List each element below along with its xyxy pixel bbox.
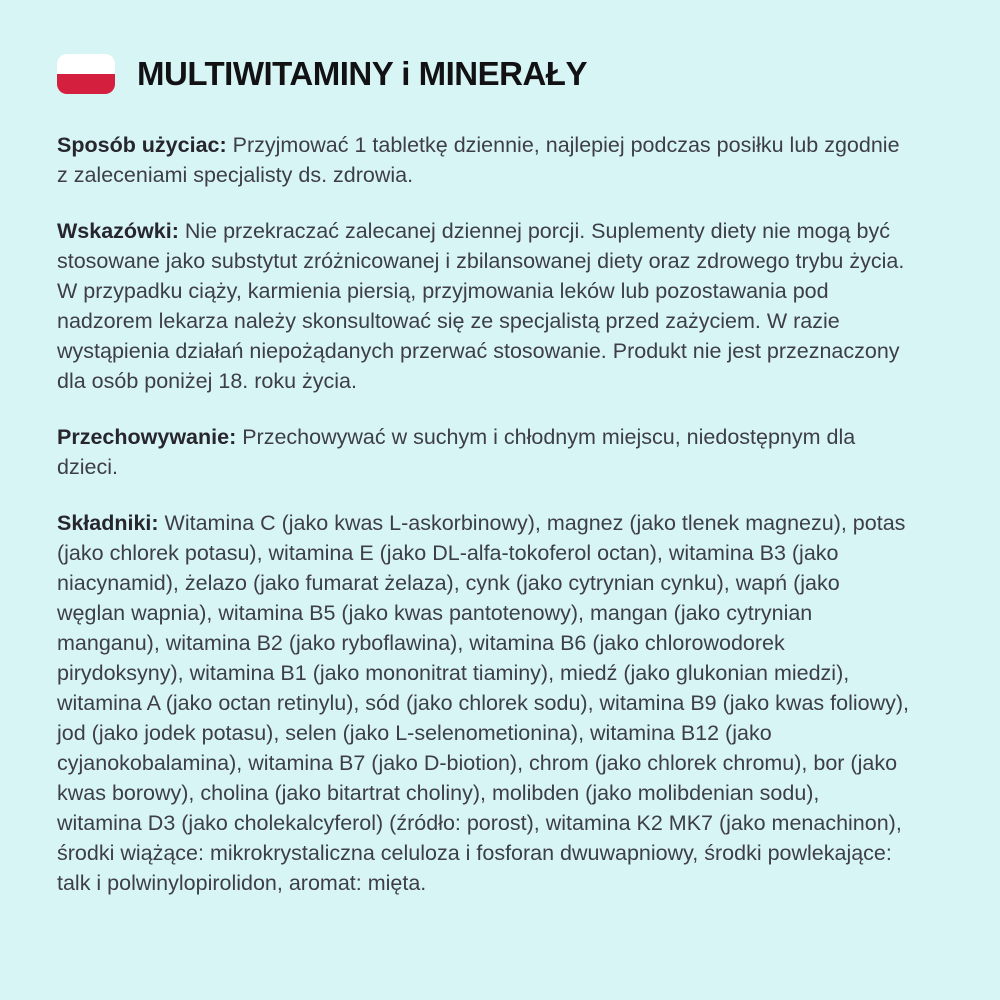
section-tips-text: Nie przekraczać zalecanej dziennej porcji. Suplementy diety nie mogą być stosowane jako substytut zróżnicowanej i zbilansowanej diety oraz zdrowego trybu życia. W przypadku ciąży, karmienia piersią, przyjmowania leków lub pozostawania pod nadzorem lekarza należy skonsultować się ze specjalistą przed zażyciem. W razie wystąpienia działań niepożądanych przerwać stosowanie. Produkt nie jest przeznaczony dla osób poniżej 18. roku życia. <box>57 219 905 393</box>
section-storage-text: Przechowywać w suchym i chłodnym miejscu, niedostępnym dla dzieci. <box>57 425 856 479</box>
section-ingredients <box>57 508 909 898</box>
label-body <box>57 130 909 898</box>
section-usage-text: Przyjmować 1 tabletkę dziennie, najlepiej podczas posiłku lub zgodnie z zaleceniami specjalisty ds. zdrowia. <box>57 133 900 187</box>
section-usage-label: Sposób użyciac: <box>57 133 227 157</box>
section-ingredients-label: Składniki: <box>57 511 159 535</box>
section-tips <box>57 216 909 396</box>
section-storage <box>57 422 909 482</box>
section-ingredients-text: Witamina C (jako kwas L-askorbinowy), magnez (jako tlenek magnezu), potas (jako chlorek potasu), witamina E (jako DL-alfa-tokoferol octan), witamina B3 (jako niacynamid), żelazo (jako fumarat żelaza), cynk (jako cytrynian cynku), wapń (jako węglan wapnia), witamina B5 (jako kwas pantotenowy), mangan (jako cytrynian manganu), witamina B2 (jako ryboflawina), witamina B6 (jako chlorowodorek pirydoksyny), witamina B1 (jako mononitrat tiaminy), miedź (jako glukonian miedzi), witamina A (jako octan retinylu), sód (jako chlorek sodu), witamina B9 (jako kwas foliowy), jod (jako jodek potasu), selen (jako L-selenometionina), witamina B12 (jako cyjanokobalamina), witamina B7 (jako D-biotion), chrom (jako chlorek chromu), bor (jako kwas borowy), cholina (jako bitartrat choliny), molibden (jako molibdenian sodu), witamina D3 (jako cholekalcyferol) (źródło: porost), witamina K2 MK7 (jako menachinon), środki wiążące: mikrokrystaliczna celuloza i fosforan dwuwapniowy, środki powlekające: talk i polwinylopirolidon, aromat: mięta. <box>57 511 909 895</box>
page-title: MULTIWITAMINY i MINERAŁY <box>137 55 587 92</box>
poland-flag-white-stripe <box>57 54 115 74</box>
section-tips-label: Wskazówki: <box>57 219 179 243</box>
section-storage-label: Przechowywanie: <box>57 425 237 449</box>
poland-flag-icon <box>57 54 115 94</box>
poland-flag-red-stripe <box>57 74 115 94</box>
section-usage <box>57 130 909 190</box>
header <box>57 54 908 94</box>
